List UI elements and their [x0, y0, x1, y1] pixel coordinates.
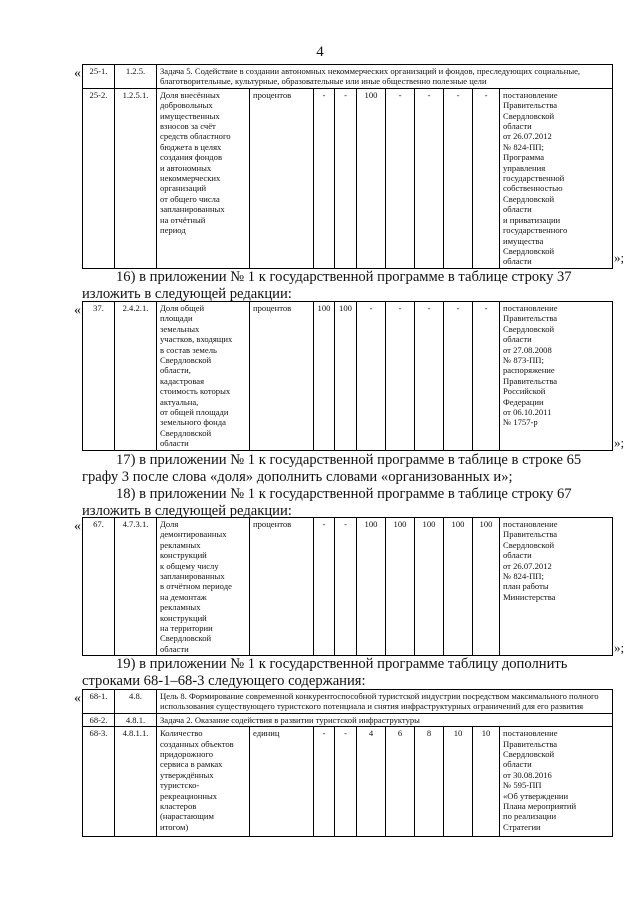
value-cell: - — [473, 88, 500, 268]
value-cell: - — [314, 518, 335, 656]
table-row — [83, 88, 613, 268]
close-quote: »; — [614, 640, 625, 655]
row-code: 4.8.1.1. — [115, 727, 157, 837]
value-cell: 100 — [473, 518, 500, 656]
value-cell: - — [415, 302, 444, 451]
table-row — [83, 690, 613, 714]
basis-text: постановление Правительства Свердловской области от 26.07.2012 № 824-ПП; план работы Министерства — [500, 518, 613, 656]
paragraph-line: строками 68-1–68-3 следующего содержания: — [82, 673, 366, 689]
open-quote: « — [74, 303, 81, 318]
value-cell: - — [473, 302, 500, 451]
row-code: 1.2.5. — [115, 65, 157, 89]
row-number: 25-2. — [83, 88, 115, 268]
paragraph-line: графу 3 после слова «доля» дополнить словами «организованных и»; — [82, 469, 513, 485]
unit: процентов — [250, 88, 314, 268]
value-cell: 100 — [314, 302, 335, 451]
basis-text: постановление Правительства Свердловской области от 27.08.2008 № 873-ПП; распоряжение Правительства Российской Федерации от 06.10.2011 № 1757-р — [500, 302, 613, 451]
row-code: 4.8. — [115, 690, 157, 714]
value-cell: 4 — [357, 727, 386, 837]
table-row-67 — [82, 517, 613, 656]
table-rows-68 — [82, 689, 613, 837]
paragraph-line: 16) в приложении № 1 к государственной программе в таблице строку 37 — [116, 269, 572, 285]
basis-text: постановление Правительства Свердловской области от 26.07.2012 № 824-ПП; Программа управления государственной собственностью Свердловской области и приватизации государственного имущества Свердловской области — [500, 88, 613, 268]
close-quote: »; — [614, 250, 625, 265]
value-cell: 100 — [357, 518, 386, 656]
close-quote: »; — [614, 435, 625, 450]
value-cell: - — [314, 727, 335, 837]
value-cell: - — [386, 88, 415, 268]
value-cell: 100 — [335, 302, 357, 451]
paragraph-line: 17) в приложении № 1 к государственной программе в таблице в строке 65 — [116, 452, 582, 468]
paragraph-line: изложить в следующей редакции: — [82, 286, 292, 302]
row-number: 37. — [83, 302, 115, 451]
value-cell: 6 — [386, 727, 415, 837]
page-number: 4 — [316, 44, 324, 60]
row-number: 68-3. — [83, 727, 115, 837]
value-cell: - — [415, 88, 444, 268]
open-quote: « — [74, 691, 81, 706]
value-cell: - — [335, 518, 357, 656]
unit: процентов — [250, 518, 314, 656]
value-cell: - — [335, 88, 357, 268]
paragraph-19 — [82, 656, 612, 690]
paragraph-line: 18) в приложении № 1 к государственной программе в таблице строку 67 — [116, 486, 572, 502]
row-code: 4.8.1. — [115, 713, 157, 726]
row-number: 68-2. — [83, 713, 115, 726]
indicator-name: Количество созданных объектов придорожного сервиса в рамках утверждённых туристско- рекреационных кластеров (нарастающим итогом) — [157, 727, 250, 837]
row-number: 68-1. — [83, 690, 115, 714]
value-cell: 10 — [473, 727, 500, 837]
value-cell: 100 — [386, 518, 415, 656]
open-quote: « — [74, 66, 81, 81]
unit: единиц — [250, 727, 314, 837]
indicator-name: Доля демонтированных рекламных конструкций к общему числу запланированных в отчётном периоде на демонтаж рекламных конструкций на территории Свердловской области — [157, 518, 250, 656]
table-row-37 — [82, 301, 613, 451]
table-row — [83, 727, 613, 837]
unit: процентов — [250, 302, 314, 451]
row-number: 67. — [83, 518, 115, 656]
goal-title: Цель 8. Формирование современной конкурентоспособной туристской индустрии посредством максимального полного использования существующего туристского потенциала и снятия инфраструктурных ограничений для его развития — [157, 690, 613, 714]
value-cell: - — [444, 88, 473, 268]
paragraph-line: изложить в следующей редакции: — [82, 503, 292, 519]
row-code: 4.7.3.1. — [115, 518, 157, 656]
value-cell: - — [357, 302, 386, 451]
row-number: 25-1. — [83, 65, 115, 89]
indicator-name: Доля внесённых добровольных имущественных взносов за счёт средств областного бюджета в целях создания фондов и автономных некоммерческих организаций от общего числа запланированных на отчётный период — [157, 88, 250, 268]
table-row — [83, 518, 613, 656]
task-title: Задача 5. Содействие в создании автономных некоммерческих организаций и фондов, преследующих социальные, благотворительные, культурные, образовательные или иные общественно полезные цели — [157, 65, 613, 89]
task-title: Задача 2. Оказание содействия в развитии туристской инфраструктуры — [157, 713, 613, 726]
indicator-name: Доля общей площади земельных участков, входящих в состав земель Свердловской области, кадастровая стоимость которых актуальна, от общей площади земельного фонда Свердловской области — [157, 302, 250, 451]
table-row — [83, 65, 613, 89]
paragraph-18 — [82, 486, 612, 520]
paragraph-line: 19) в приложении № 1 к государственной программе таблицу дополнить — [116, 656, 568, 672]
basis-text: постановление Правительства Свердловской области от 30.08.2016 № 595-ПП «Об утверждении Плана мероприятий по реализации Стратегии — [500, 727, 613, 837]
value-cell: 100 — [415, 518, 444, 656]
value-cell: - — [314, 88, 335, 268]
paragraph-17 — [82, 452, 612, 486]
paragraph-16 — [82, 269, 612, 303]
value-cell: 10 — [444, 727, 473, 837]
value-cell: 100 — [444, 518, 473, 656]
row-code: 2.4.2.1. — [115, 302, 157, 451]
value-cell: - — [386, 302, 415, 451]
table-rows-25 — [82, 64, 613, 269]
value-cell: 100 — [357, 88, 386, 268]
value-cell: - — [444, 302, 473, 451]
open-quote: « — [74, 519, 81, 534]
table-row — [83, 302, 613, 451]
row-code: 1.2.5.1. — [115, 88, 157, 268]
value-cell: - — [335, 727, 357, 837]
table-row — [83, 713, 613, 726]
value-cell: 8 — [415, 727, 444, 837]
